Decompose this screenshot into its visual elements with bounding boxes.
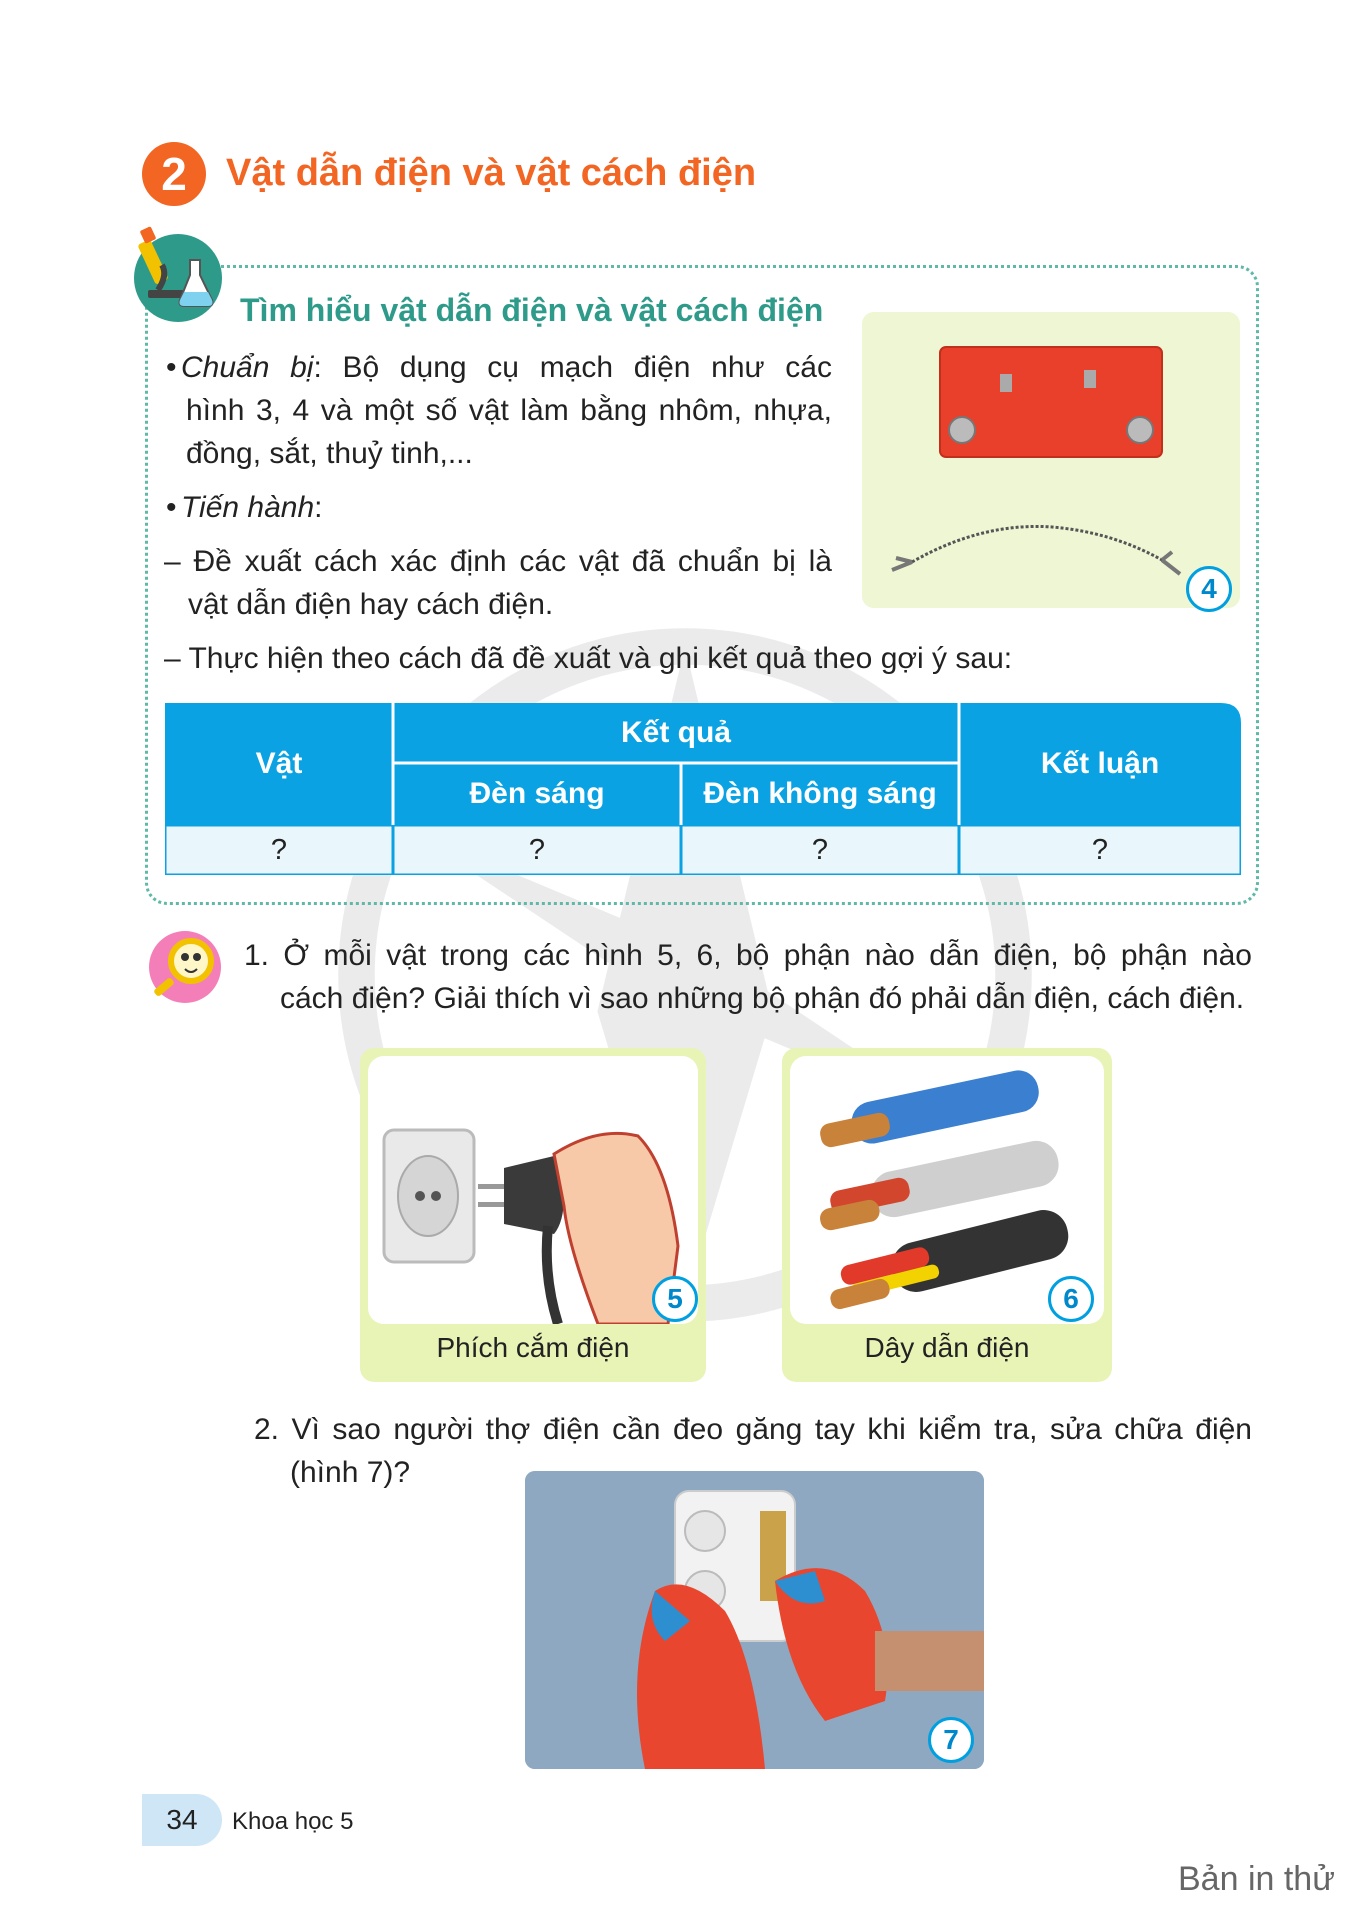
gloved-electrician-image [525,1471,984,1769]
table-cell: ? [528,833,546,866]
proof-label: Bản in thử [1178,1860,1335,1898]
page-number: 34 [142,1794,222,1846]
step1-line1: – Đề xuất cách xác định các vật đã chuẩn bị là [164,545,832,578]
section-title: Vật dẫn điện và vật cách điện [226,152,757,194]
circuit-board-and-wire-image [862,312,1240,608]
header-light-on: Đèn sáng [469,777,605,810]
bullet-dot: • [166,491,177,524]
table-cell: ? [270,833,288,866]
header-object: Vật [255,747,303,780]
table-cell: ? [811,833,829,866]
step-1 [164,540,832,626]
question-2-line1: 2. Vì sao người thợ điện cần đeo găng tay khi kiểm tra, sửa chữa điện [254,1413,1252,1446]
header-conclusion: Kết luận [1040,747,1160,780]
prepare-line3: đồng, sắt, thuỷ tinh,... [186,437,473,470]
figure-6-number: 6 [1048,1276,1094,1322]
section-number: 2 [142,142,206,206]
question-1-line2: cách điện? Giải thích vì sao những bộ phận đó phải dẫn điện, cách điện. [280,982,1245,1015]
proceed-colon: : [314,491,323,524]
plug-socket-image [368,1056,698,1324]
prepare-line2: hình 3, 4 và một số vật làm bằng nhôm, nhựa, [186,394,832,427]
question-2-line2: (hình 7)? [290,1456,411,1489]
figure-6 [782,1048,1112,1382]
figure-7-number: 7 [928,1717,974,1763]
proceed-label: Tiến hành [181,491,315,524]
magnifier-mascot-icon [145,925,227,1007]
book-name: Khoa học 5 [232,1808,354,1835]
figure-4-number: 4 [1186,566,1232,612]
header-light-off: Đèn không sáng [703,777,937,810]
microscope-flask-icon [128,220,226,325]
figure-5-number: 5 [652,1276,698,1322]
figure-5 [360,1048,706,1382]
figure-6-caption: Dây dẫn điện [864,1332,1030,1363]
header-result: Kết quả [620,716,731,749]
proceed-bullet [166,486,323,529]
step1-line2: vật dẫn điện hay cách điện. [188,588,554,621]
result-table [165,703,1241,875]
prepare-line1: : Bộ dụng cụ mạch điện như các [313,351,832,384]
bullet-dot: • [166,351,177,384]
table-cell: ? [1091,833,1109,866]
figure-4 [862,312,1240,608]
figure-5-caption: Phích cắm điện [436,1332,630,1363]
prepare-bullet [166,346,832,475]
question-1 [244,934,1252,1020]
figure-7 [525,1471,984,1769]
question-1-line1: 1. Ở mỗi vật trong các hình 5, 6, bộ phận nào dẫn điện, bộ phận nào [244,939,1252,972]
step-2: – Thực hiện theo cách đã đề xuất và ghi kết quả theo gợi ý sau: [164,642,1013,675]
prepare-label: Chuẩn bị [181,351,314,384]
activity-title: Tìm hiểu vật dẫn điện và vật cách điện [240,292,824,328]
